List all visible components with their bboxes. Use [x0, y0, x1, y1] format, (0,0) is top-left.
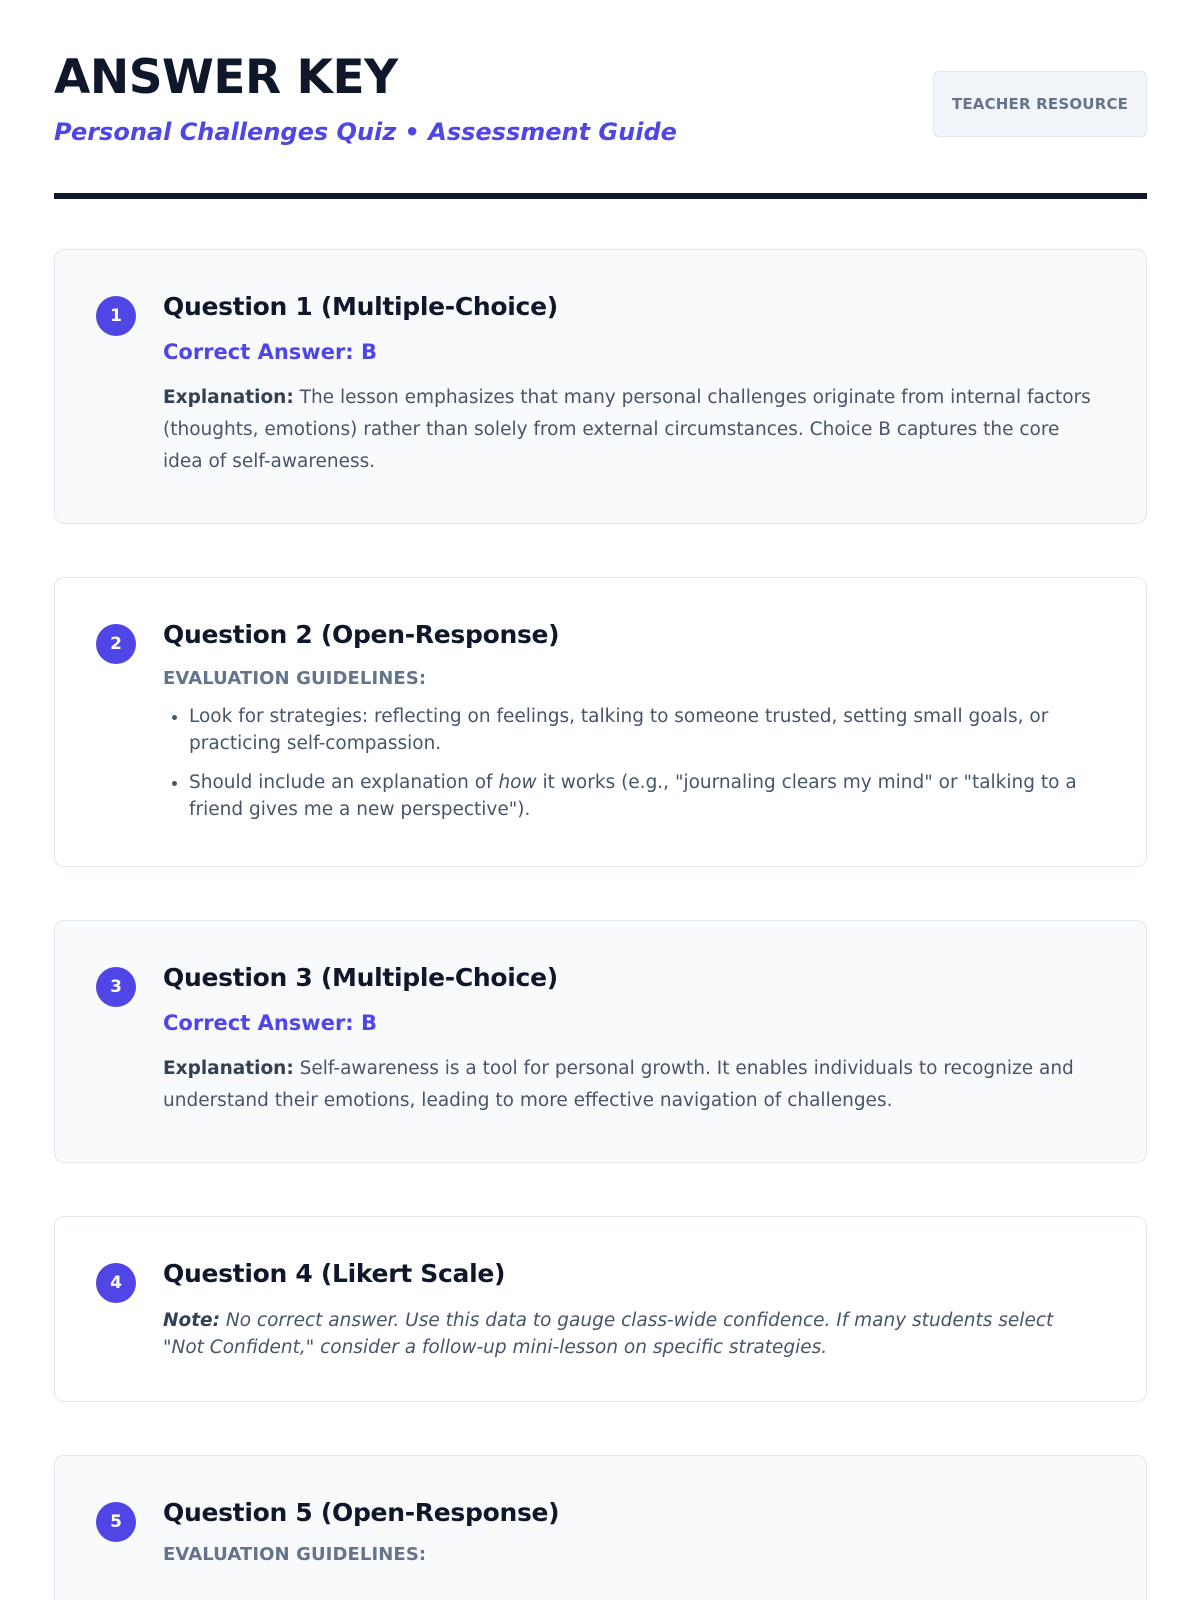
- guideline-text: Should include an explanation of: [189, 772, 499, 793]
- correct-answer: Correct Answer: B: [163, 1011, 378, 1035]
- answer-key-page: [54, 0, 1147, 1565]
- note-label: Note:: [163, 1310, 220, 1331]
- question-card-5: [54, 1455, 1147, 1600]
- guideline-emphasis: how: [498, 772, 537, 793]
- guideline-text: it works (e.g., "journaling clears my mind" or "talking to a friend gives me a new perspective").: [189, 772, 1077, 820]
- question-content: [163, 1498, 1096, 1565]
- question-content: [163, 620, 1096, 835]
- question-content: [163, 1259, 1096, 1361]
- question-number-badge: 5: [96, 1502, 136, 1542]
- page-subtitle: Personal Challenges Quiz • Assessment Guide: [54, 118, 677, 146]
- correct-answer: Correct Answer: B: [163, 340, 378, 364]
- question-content: [163, 963, 1096, 1117]
- guideline-text: Look for strategies: reflecting on feelings, talking to someone trusted, setting small goals, or practicing self-compassion.: [189, 706, 1049, 754]
- question-title: Question 1 (Multiple-Choice): [163, 292, 558, 321]
- question-title: Question 5 (Open-Response): [163, 1498, 560, 1527]
- question-card-4: [54, 1216, 1147, 1402]
- teacher-resource-badge: TEACHER RESOURCE: [933, 71, 1147, 137]
- guideline-item: [189, 769, 1096, 823]
- question-content: [163, 292, 1096, 478]
- question-number-badge: 1: [96, 296, 136, 336]
- question-title: Question 4 (Likert Scale): [163, 1259, 506, 1288]
- explanation-text: Self-awareness is a tool for personal growth. It enables individuals to recognize and understand their emotions, leading to more effective navigation of challenges.: [163, 1058, 1074, 1111]
- question-card-3: [54, 920, 1147, 1163]
- evaluation-guidelines-list: [163, 703, 1096, 823]
- explanation: [163, 382, 1096, 478]
- page-title: ANSWER KEY: [54, 50, 398, 105]
- explanation-text: The lesson emphasizes that many personal challenges originate from internal factors (thoughts, emotions) rather than solely from external circumstances. Choice B captures the core idea of self-awareness.: [163, 387, 1091, 472]
- evaluation-guidelines-label: EVALUATION GUIDELINES:: [163, 1544, 427, 1565]
- explanation-label: Explanation:: [163, 387, 294, 408]
- explanation-label: Explanation:: [163, 1058, 294, 1079]
- question-number-badge: 2: [96, 624, 136, 664]
- evaluation-guidelines-label: EVALUATION GUIDELINES:: [163, 668, 427, 689]
- instructor-note: [163, 1307, 1096, 1361]
- question-number-badge: 3: [96, 967, 136, 1007]
- guideline-item: [189, 703, 1096, 757]
- explanation: [163, 1053, 1096, 1117]
- page-header: [54, 0, 1147, 200]
- question-number-badge: 4: [96, 1263, 136, 1303]
- question-title: Question 3 (Multiple-Choice): [163, 963, 558, 992]
- question-card-2: [54, 577, 1147, 867]
- header-divider: [54, 193, 1147, 199]
- question-title: Question 2 (Open-Response): [163, 620, 560, 649]
- note-text: No correct answer. Use this data to gauge class-wide confidence. If many students select "Not Confident," consider a follow-up mini-lesson on specific strategies.: [163, 1310, 1054, 1358]
- question-card-1: [54, 249, 1147, 524]
